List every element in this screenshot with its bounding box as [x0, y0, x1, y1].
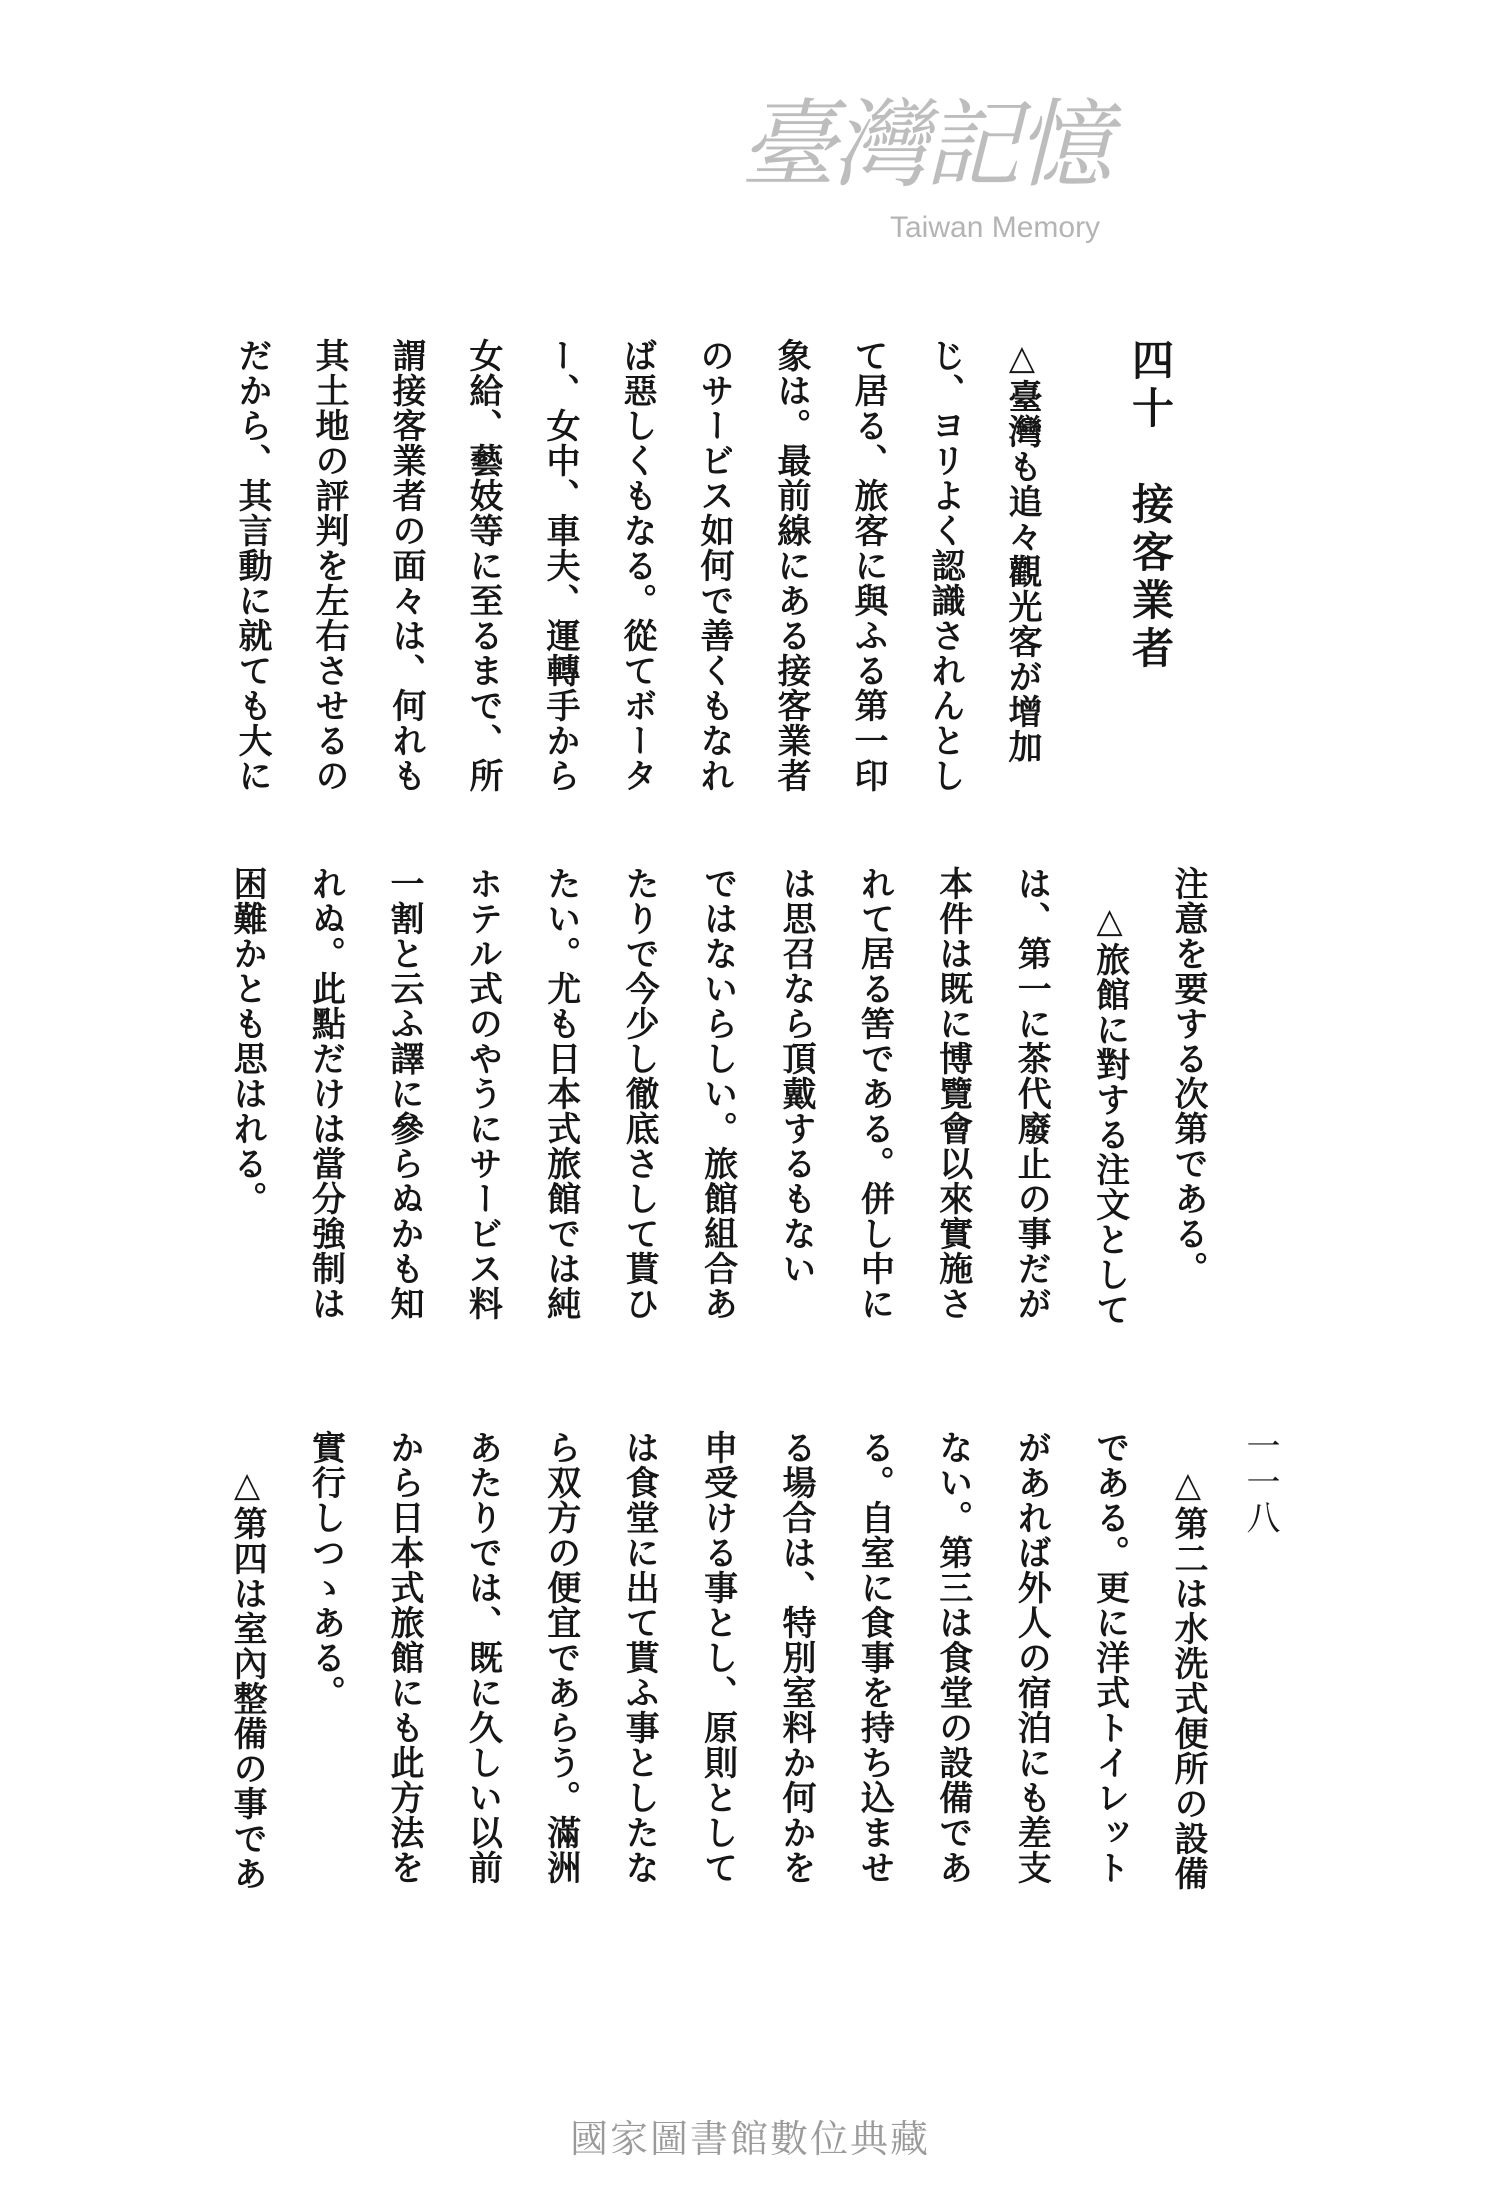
text-column: 女給、藝妓等に至るまで、所 — [463, 338, 503, 793]
text-column: て居る、旅客に與ふる第一印 — [848, 338, 888, 793]
text-column: である。更に洋式トイレット — [1089, 1430, 1130, 1885]
text-column: じ、ヨリよく認識されんとし — [925, 338, 965, 793]
text-column: のサービス如何で善くもなれ — [694, 338, 734, 793]
text-column: △旅館に對する注文として — [1089, 866, 1130, 1327]
text-column: ない。第三は食堂の設備であ — [932, 1430, 973, 1885]
text-column: 困難かとも思はれる。 — [227, 866, 268, 1216]
text-column: ー、女中、車夫、運轉手から — [540, 338, 580, 793]
text-column: △第二は水洗式便所の設備 — [1168, 1430, 1208, 1891]
watermark-sub-text: Taiwan Memory — [890, 211, 1101, 244]
footer-archive-label: 國家圖書館數位典藏 — [569, 2117, 930, 2161]
text-column: 申受ける事とし、原則として — [697, 1430, 738, 1885]
text-column: ば惡しくもなる。從てボータ — [617, 338, 657, 793]
chapter-title: 四十 接客業者 — [1126, 338, 1175, 674]
text-column: は食堂に出て貰ふ事としたな — [619, 1430, 660, 1885]
text-column: 實行しつゝある。 — [305, 1430, 346, 1710]
text-column: は、第一に茶代廢止の事だが — [1011, 866, 1052, 1321]
text-section-middle — [208, 866, 1227, 1327]
text-column: 其土地の評判を左右させるの — [309, 338, 349, 793]
text-column: から日本式旅館にも此方法を — [383, 1430, 424, 1885]
text-column: は思召なら頂戴するもない — [775, 866, 816, 1286]
text-column: ホテル式のやうにサービス料 — [462, 866, 503, 1321]
text-column: 注意を要する次第である。 — [1168, 866, 1208, 1286]
text-column: ら双方の便宜であらう。滿洲 — [540, 1430, 581, 1885]
watermark-main-text: 臺灣記憶 — [740, 89, 1108, 201]
text-column: る。自室に食事を持ち込ませ — [854, 1430, 895, 1885]
text-column: れて居る筈である。併し中に — [854, 866, 895, 1321]
text-column: だから、其言動に就ても大に — [232, 338, 272, 793]
text-column: △臺灣も追々觀光客が增加 — [1002, 338, 1042, 764]
text-column: れぬ。此點だけは當分強制は — [305, 866, 346, 1321]
text-column: たりで今少し徹底さして貰ひ — [619, 866, 660, 1321]
text-column: あたりでは、既に久しい以前 — [462, 1430, 503, 1885]
text-section-top — [213, 338, 1060, 793]
text-column: があれば外人の宿泊にも差支 — [1011, 1430, 1052, 1885]
text-section-bottom — [208, 1430, 1227, 1891]
text-column: 謂接客業者の面々は、何れも — [386, 338, 426, 793]
watermark-logo — [740, 90, 1260, 260]
text-column: る場合は、特別室料か何かを — [775, 1430, 816, 1885]
text-column: △第四は室內整備の事であ — [227, 1430, 268, 1891]
text-column: 本件は既に博覽會以來實施さ — [932, 866, 973, 1321]
text-column: ではないらしい。旅館組合あ — [697, 866, 738, 1321]
text-column: 一割と云ふ譯に參らぬかも知 — [383, 866, 424, 1321]
text-column: 象は。最前線にある接客業者 — [771, 338, 811, 793]
text-column: たい。尤も日本式旅館では純 — [540, 866, 581, 1321]
page-number: 一一八 — [1240, 1428, 1280, 1536]
